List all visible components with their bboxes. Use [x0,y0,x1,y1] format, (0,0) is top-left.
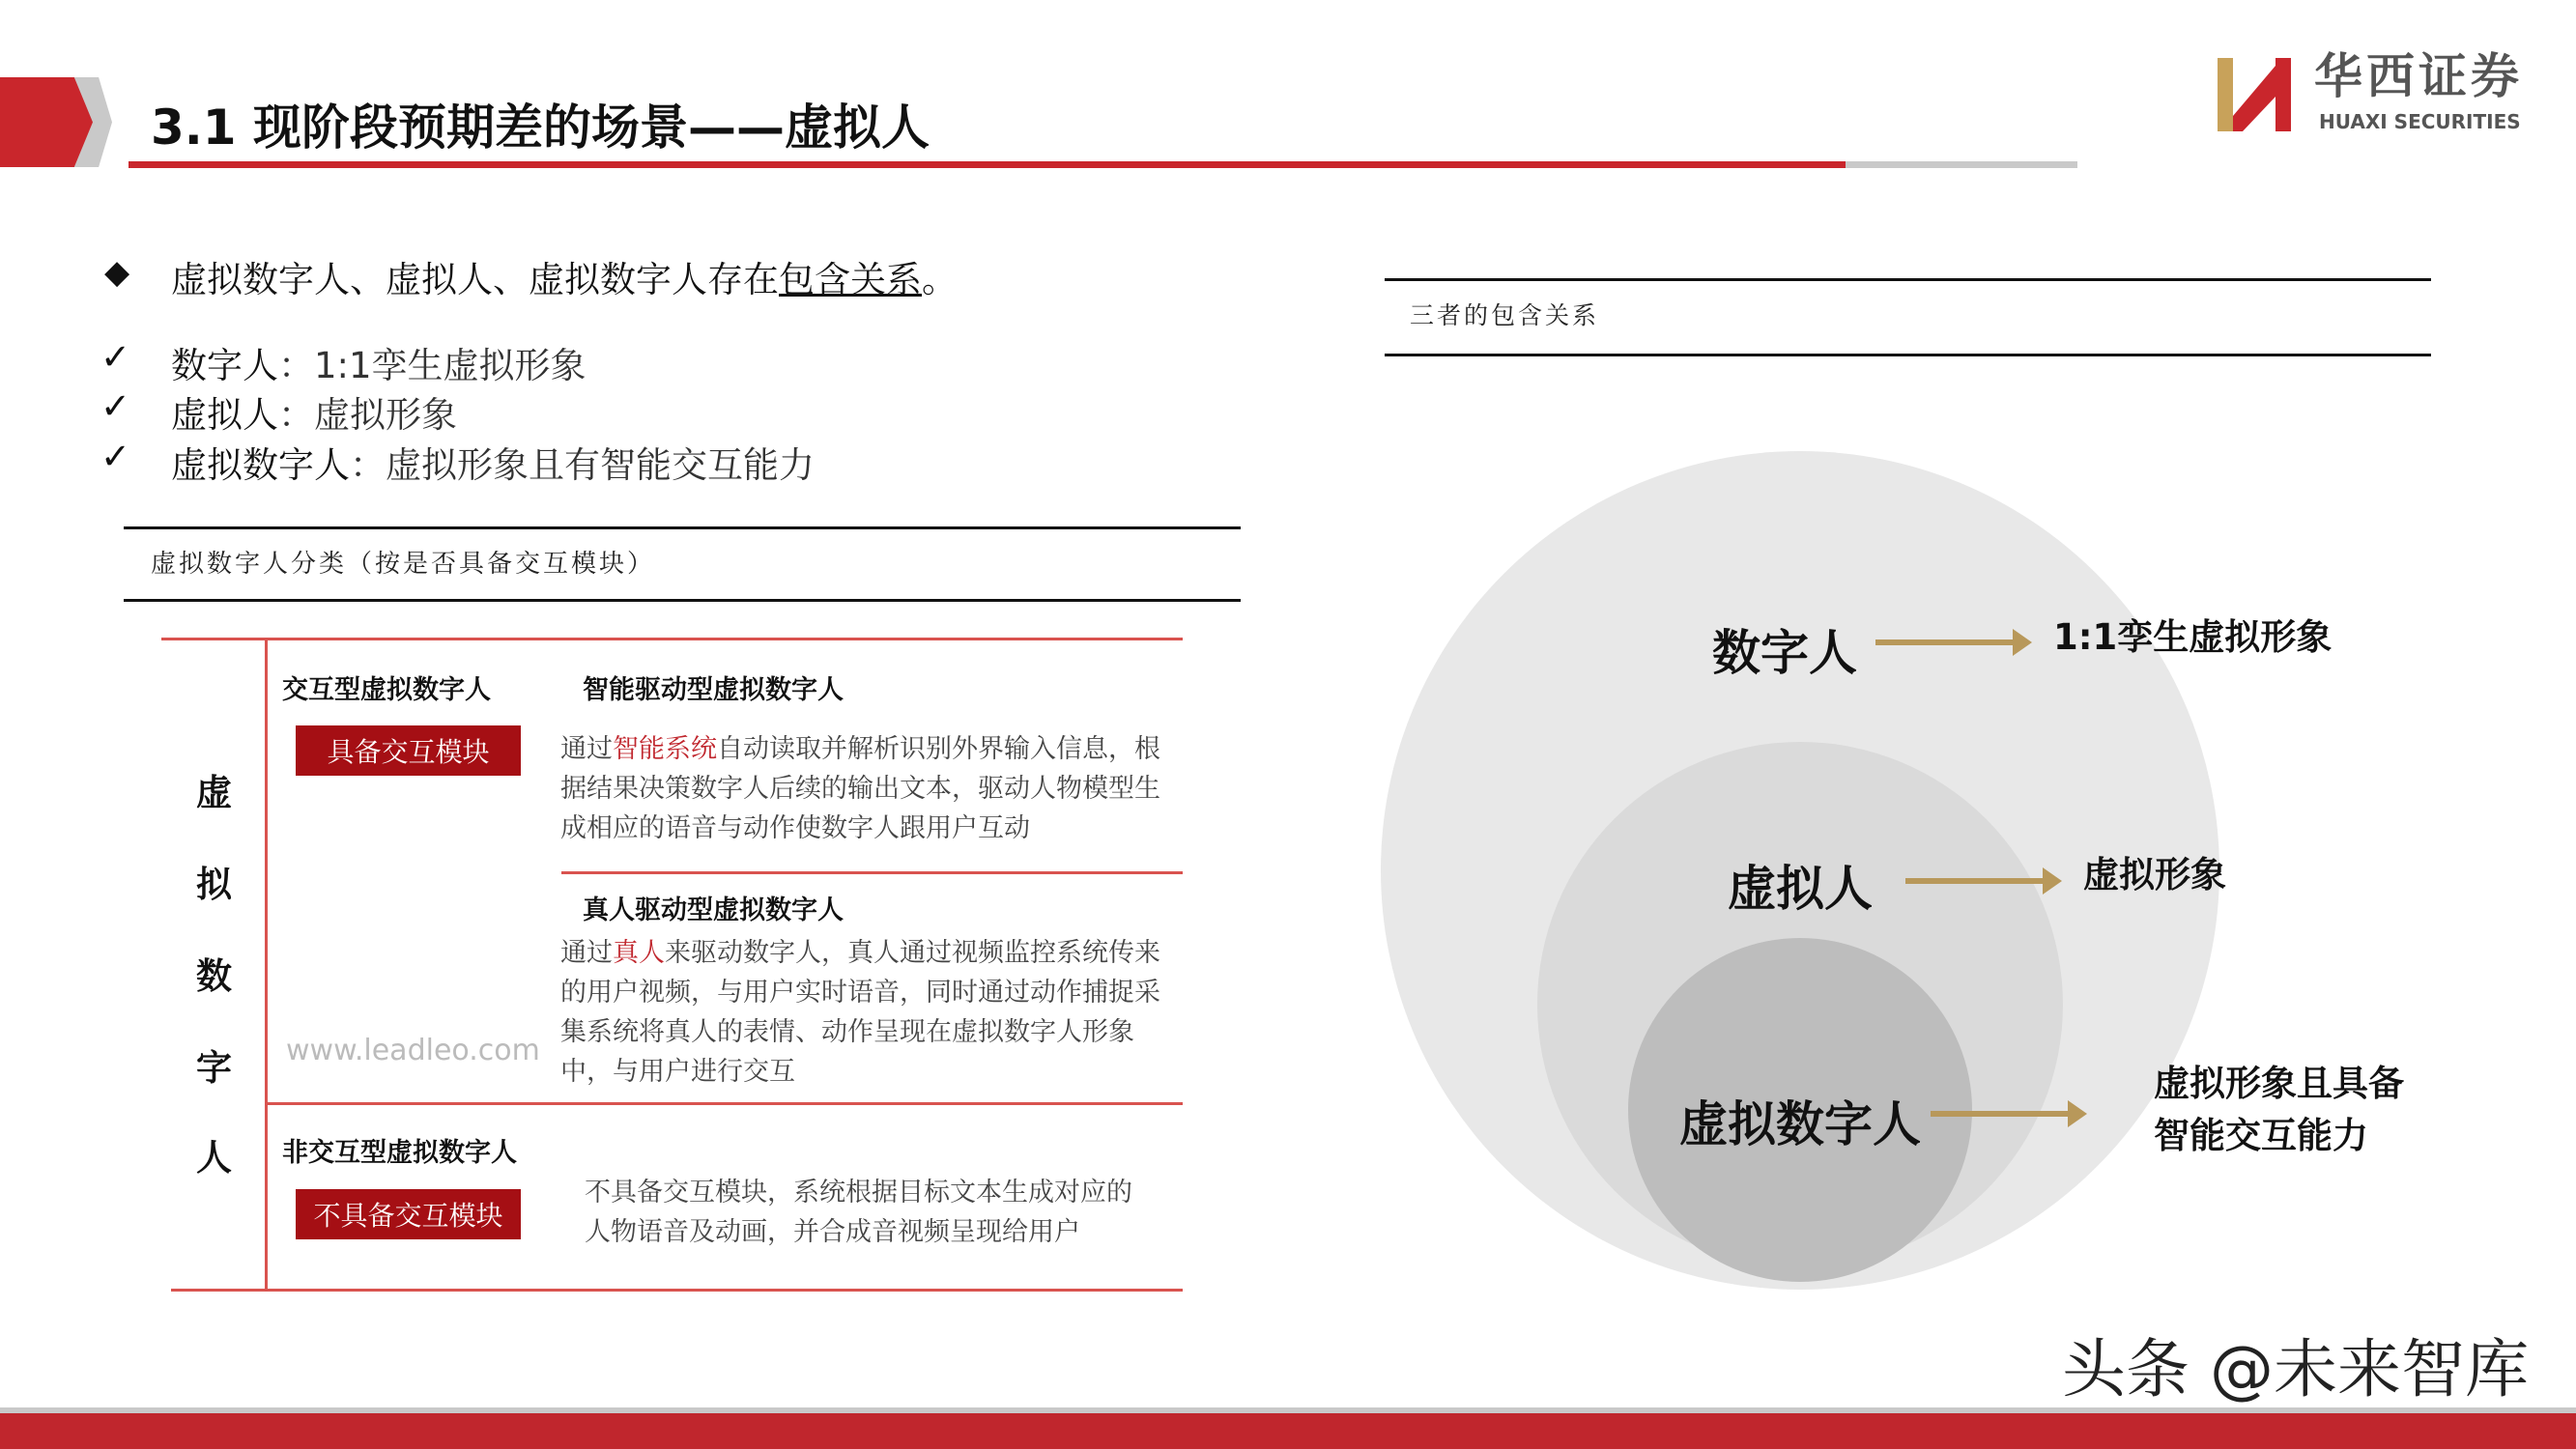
table-vertical-rule [265,638,268,1291]
check-term: 虚拟人 [171,394,278,436]
logo-text-cn: 华西证券 [2314,47,2523,104]
main-bullet [171,250,958,302]
huaxi-logo-icon [2218,58,2295,131]
level-desc: 1:1孪生虚拟形象 [2053,616,2333,658]
level-desc: 虚拟形象且具备 [2154,1063,2404,1104]
root-char: 虚 [196,772,232,813]
highlight: 智能系统 [613,734,717,764]
check-icon: ✓ [100,436,131,477]
interactive-title: 交互型虚拟数字人 [282,675,491,705]
arrow-right-icon [1875,639,2020,645]
check-desc: ：虚拟形象且有智能交互能力 [350,444,815,486]
highlight: 真人 [613,938,665,968]
diagram-caption-rule-bottom [1385,354,2431,356]
diagram-caption-rule-top [1385,278,2431,281]
check-item [171,336,587,388]
level-label: 虚拟人 [1728,861,1873,917]
root-char: 人 [196,1137,232,1179]
level-label: 虚拟数字人 [1679,1096,1921,1152]
main-bullet-underlined: 包含关系 [779,259,922,300]
smart-driven-desc [560,729,1179,848]
level-desc: 虚拟形象 [2083,854,2226,895]
diamond-bullet-icon: ◆ [104,253,130,292]
watermark: www.leadleo.com [286,1034,540,1067]
text: 通过 [560,938,613,968]
title-underline [129,161,1846,168]
main-bullet-text: 虚拟数字人、虚拟人、虚拟数字人存在 [171,259,779,300]
main-bullet-end: 。 [922,259,958,300]
section-rule [266,1102,1183,1105]
arrow-right-icon [1931,1111,2075,1117]
level-label: 数字人 [1712,625,1857,681]
noninteractive-title: 非交互型虚拟数字人 [282,1138,517,1168]
noninteractive-badge: 不具备交互模块 [296,1189,521,1239]
interactive-badge: 具备交互模块 [296,725,521,776]
check-item [171,385,457,438]
check-term: 虚拟数字人 [171,444,350,486]
check-icon: ✓ [100,336,131,378]
text: 自动读取并解析识别外界输入信息，根据结果决策数字人后续的输出文本，驱动人物模型生成相应的语音与动作使数字人跟用户互动 [560,734,1160,843]
mid-rule [561,871,1183,874]
text: 通过 [560,734,613,764]
check-icon: ✓ [100,385,131,427]
smart-driven-title: 智能驱动型虚拟数字人 [583,675,844,705]
logo-text-en: HUAXI SECURITIES [2319,110,2521,133]
toutiao-watermark: 头条 @未来智库 [2062,1332,2529,1406]
root-char: 拟 [196,864,232,905]
table-bottom-rule [171,1289,1183,1292]
check-desc: ：1:1孪生虚拟形象 [278,345,587,386]
caption-rule-bottom [124,599,1241,602]
footer-bar [0,1413,2576,1449]
table-top-rule [161,638,1183,640]
header-tab [0,77,93,167]
level-desc: 智能交互能力 [2154,1115,2368,1156]
arrow-right-icon [1905,878,2050,884]
title-underline-gray [1846,161,2077,168]
real-driven-title: 真人驱动型虚拟数字人 [583,895,844,925]
caption-rule-top [124,526,1241,529]
page-title: 3.1 现阶段预期差的场景——虚拟人 [151,99,930,156]
real-driven-desc [560,933,1179,1092]
diagram-caption: 三者的包含关系 [1410,301,1600,329]
noninteractive-desc: 不具备交互模块，系统根据目标文本生成对应的人物语音及动画，并合成音视频呈现给用户 [585,1178,1132,1247]
root-char: 数 [196,955,232,997]
table-caption: 虚拟数字人分类（按是否具备交互模块） [151,550,656,579]
text: 来驱动数字人，真人通过视频监控系统传来的用户视频，与用户实时语音，同时通过动作捕捉采集系统将真人的表情、动作呈现在虚拟数字人形象中，与用户进行交互 [560,938,1160,1087]
check-item [171,436,815,488]
root-char: 字 [196,1047,232,1089]
check-desc: ：虚拟形象 [278,394,457,436]
check-term: 数字人 [171,345,278,386]
